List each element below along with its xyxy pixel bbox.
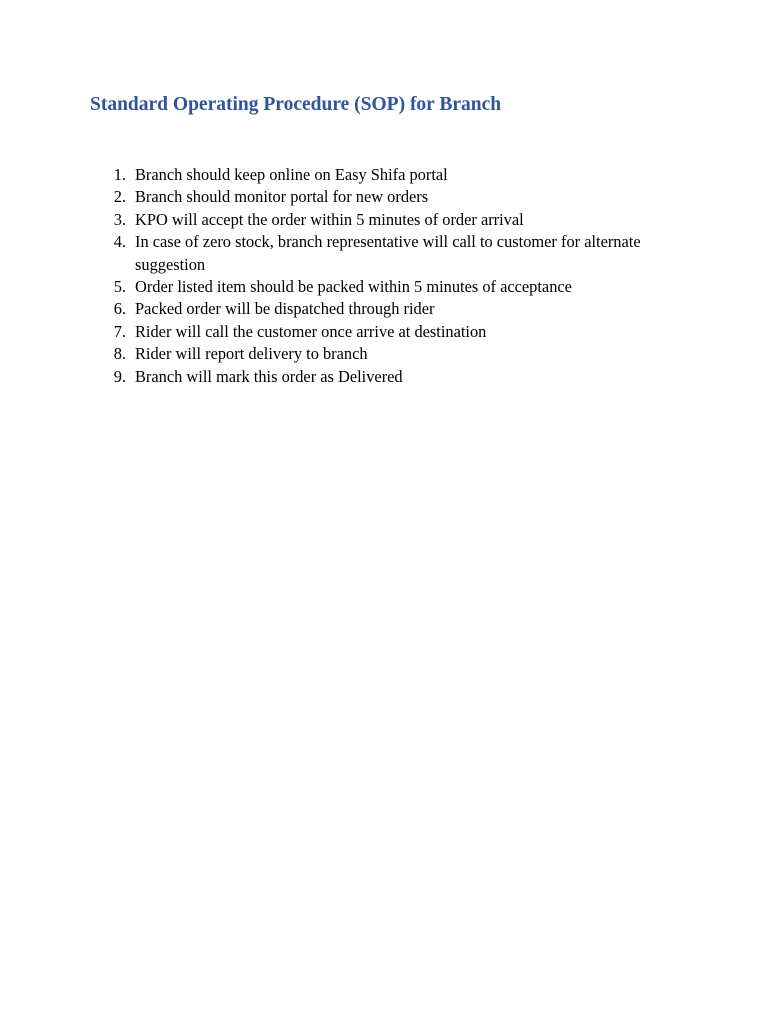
list-item-text: Rider will report delivery to branch [135, 344, 368, 364]
list-item-text: Branch will mark this order as Delivered [135, 366, 403, 386]
document-title: Standard Operating Procedure (SOP) for Branch [90, 94, 502, 115]
list-item-number: 7. [113, 321, 126, 341]
list-item [0, 343, 690, 365]
list-item-number: 3. [113, 209, 126, 229]
list-item-number: 8. [113, 344, 126, 364]
list-item-text: Order listed item should be packed within 5 minutes of acceptance [135, 277, 572, 297]
list-item [0, 366, 690, 388]
list-item-number: 2. [113, 187, 126, 207]
list-item-number: 4. [113, 232, 126, 252]
list-item-number: 6. [113, 299, 126, 319]
list-item [0, 298, 690, 320]
list-item [0, 164, 690, 186]
list-item-text: Rider will call the customer once arrive at destination [135, 321, 487, 341]
list-item-number: 5. [113, 277, 126, 297]
list-item [0, 231, 690, 276]
list-item-text: KPO will accept the order within 5 minutes of order arrival [135, 209, 524, 229]
list-item [0, 276, 690, 298]
list-item-number: 9. [113, 366, 126, 386]
list-item-text: In case of zero stock, branch representative will call to customer for alternate suggestion [135, 232, 641, 274]
list-item [0, 186, 690, 208]
list-item-text: Branch should monitor portal for new orders [135, 187, 429, 207]
list-item [0, 209, 690, 231]
sop-steps-list [0, 164, 768, 388]
list-item [0, 321, 690, 343]
list-item-number: 1. [113, 165, 126, 184]
list-item-text: Branch should keep online on Easy Shifa portal [135, 165, 448, 184]
list-item-text: Packed order will be dispatched through rider [135, 299, 435, 319]
